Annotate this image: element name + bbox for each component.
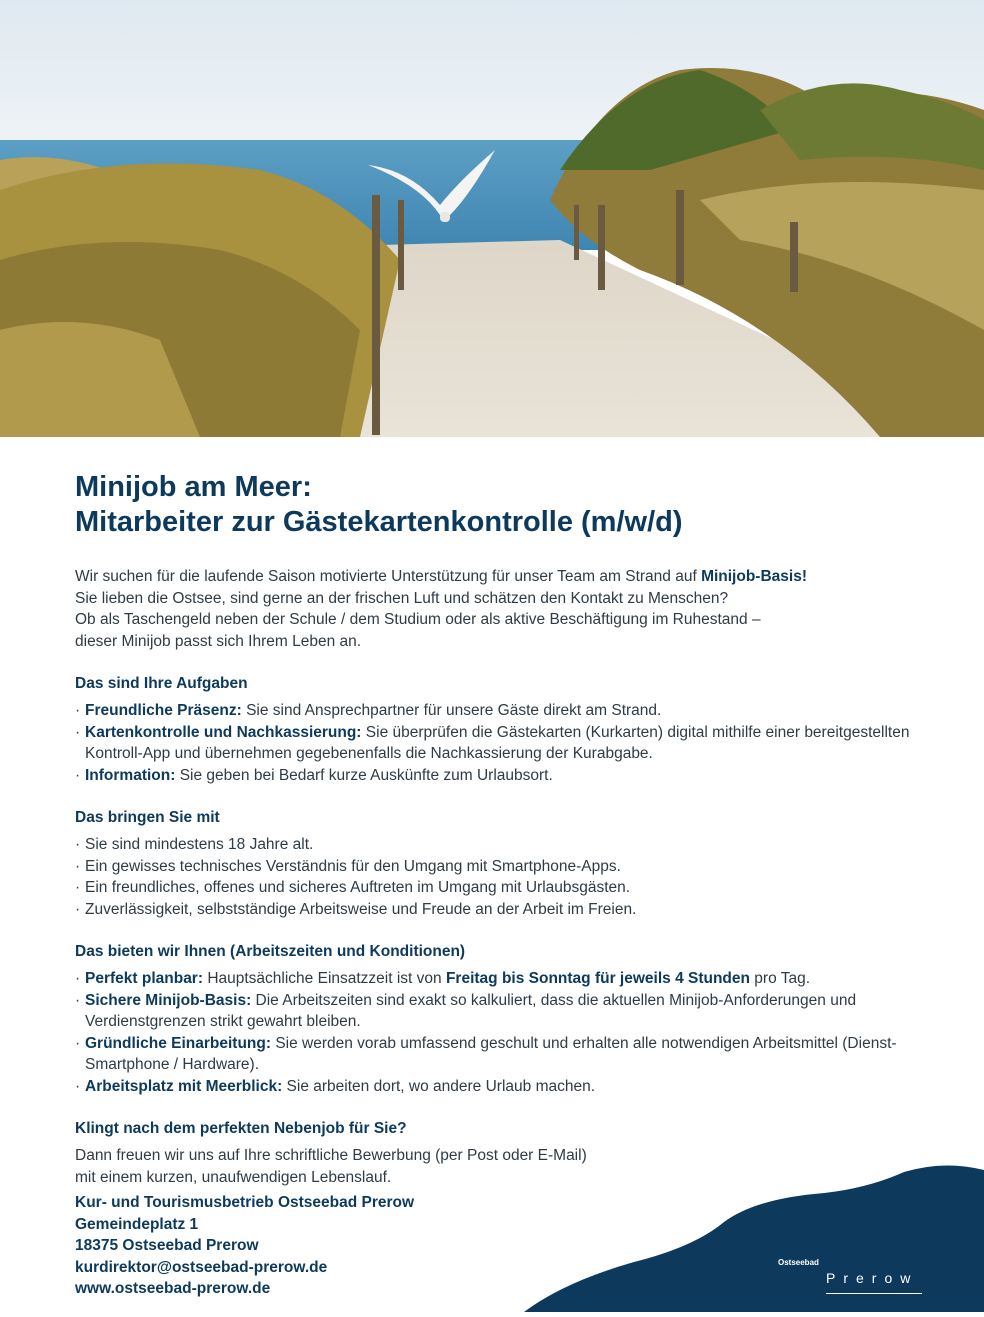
task-label: Freundliche Präsenz: — [85, 702, 242, 719]
intro-line-1 — [75, 566, 915, 588]
offer-text: Sie werden vorab umfassend geschult und erhalten alle notwendigen Arbeitsmittel (Dienst-Smartphone / Hardware). — [85, 1034, 897, 1073]
task-item — [75, 765, 915, 787]
offer-label: Arbeitsplatz mit Meerblick: — [85, 1077, 283, 1095]
requirements-heading: Das bringen Sie mit — [75, 809, 220, 826]
offer-text: Die Arbeitszeiten sind exakt so kalkuliert, dass die aktuellen Minijob-Anforderungen und Verdienstgrenzen strikt gewahrt bleiben. — [85, 991, 857, 1030]
requirement-item: · Sie sind mindestens 18 Jahre alt. — [75, 834, 915, 856]
cta-heading: Klingt nach dem perfekten Nebenjob für Sie? — [75, 1120, 407, 1137]
wave-decoration — [524, 1162, 984, 1312]
logo-underline — [826, 1293, 922, 1294]
intro-line-1-text: Wir suchen für die laufende Saison motivierte Unterstützung für unser Team am Strand auf — [75, 568, 702, 585]
contact-city: 18375 Ostseebad Prerow — [75, 1237, 259, 1254]
tasks-list — [75, 700, 915, 786]
requirement-item: · Ein gewisses technisches Verständnis für den Umgang mit Smartphone-Apps. — [75, 856, 915, 878]
intro-line-2: Sie lieben die Ostsee, sind gerne an der frischen Luft und schätzen den Kontakt zu Menschen? — [75, 589, 729, 607]
offer-list — [75, 968, 915, 1097]
task-item — [75, 722, 915, 765]
contact-street: Gemeindeplatz 1 — [75, 1215, 199, 1233]
intro-minijob-bold: Minijob-Basis! — [701, 568, 807, 585]
offer-item — [75, 1076, 915, 1098]
offer-label: Sichere Minijob-Basis: — [85, 991, 252, 1009]
beach-photo — [0, 0, 984, 437]
requirement-item: · Ein freundliches, offenes und sicheres Auftreten im Umgang mit Urlaubsgästen. — [75, 877, 915, 899]
offer-label: Perfekt planbar: — [85, 970, 204, 987]
cta-line-2: mit einem kurzen, unaufwendigen Lebenslauf. — [75, 1168, 392, 1186]
offer-item — [75, 990, 915, 1033]
task-text: Sie geben bei Bedarf kurze Auskünfte zum Urlaubsort. — [175, 766, 553, 784]
title-line-2: Mitarbeiter zur Gästekartenkontrolle (m/w/d) — [75, 506, 683, 538]
contact-email-link[interactable]: kurdirektor@ostseebad-prerow.de — [75, 1258, 328, 1276]
task-label: Information: — [85, 766, 176, 784]
wave-shape — [524, 1162, 984, 1312]
title-line-1: Minijob am Meer: — [75, 471, 312, 503]
task-text: Sie sind Ansprechpartner für unsere Gäste direkt am Strand. — [241, 702, 662, 719]
offer-label: Gründliche Einarbeitung: — [85, 1034, 272, 1052]
offer-schedule-bold: Freitag bis Sonntag für jeweils 4 Stunden — [445, 970, 750, 987]
intro-text — [75, 566, 915, 652]
logo-prerow: Prerow — [826, 1270, 919, 1286]
task-item — [75, 700, 915, 722]
tasks-heading: Das sind Ihre Aufgaben — [75, 675, 248, 692]
intro-line-3: Ob als Taschengeld neben der Schule / dem Studium oder als aktive Beschäftigung im Ruhestand – — [75, 611, 761, 628]
requirement-item: · Zuverlässigkeit, selbstständige Arbeitsweise und Freude an der Arbeit im Freien. — [75, 899, 915, 921]
offer-item — [75, 968, 915, 990]
offer-text: pro Tag. — [749, 970, 811, 987]
page-title — [75, 470, 915, 540]
contact-org: Kur- und Tourismusbetrieb Ostseebad Prerow — [75, 1194, 415, 1211]
offer-heading: Das bieten wir Ihnen (Arbeitszeiten und Konditionen) — [75, 943, 466, 960]
offer-text: Sie arbeiten dort, wo andere Urlaub machen. — [282, 1077, 596, 1095]
task-label: Kartenkontrolle und Nachkassierung: — [85, 723, 362, 741]
cta-line-1: Dann freuen wir uns auf Ihre schriftliche Bewerbung (per Post oder E-Mail) — [75, 1147, 587, 1164]
hero-image — [0, 0, 984, 437]
requirements-list — [75, 834, 915, 920]
intro-line-4: dieser Minijob passt sich Ihrem Leben an. — [75, 632, 362, 650]
logo-ostseebad: Ostseebad — [778, 1258, 819, 1267]
contact-website-link[interactable]: www.ostseebad-prerow.de — [75, 1280, 271, 1297]
task-text: Sie überprüfen die Gästekarten (Kurkarten) digital mithilfe einer bereitgestellten Kontroll-App und übernehmen gegebenenfalls die Nachkassierung der Kurabgabe. — [85, 723, 910, 762]
offer-text: Hauptsächliche Einsatzzeit ist von — [203, 970, 446, 987]
offer-item — [75, 1033, 915, 1076]
